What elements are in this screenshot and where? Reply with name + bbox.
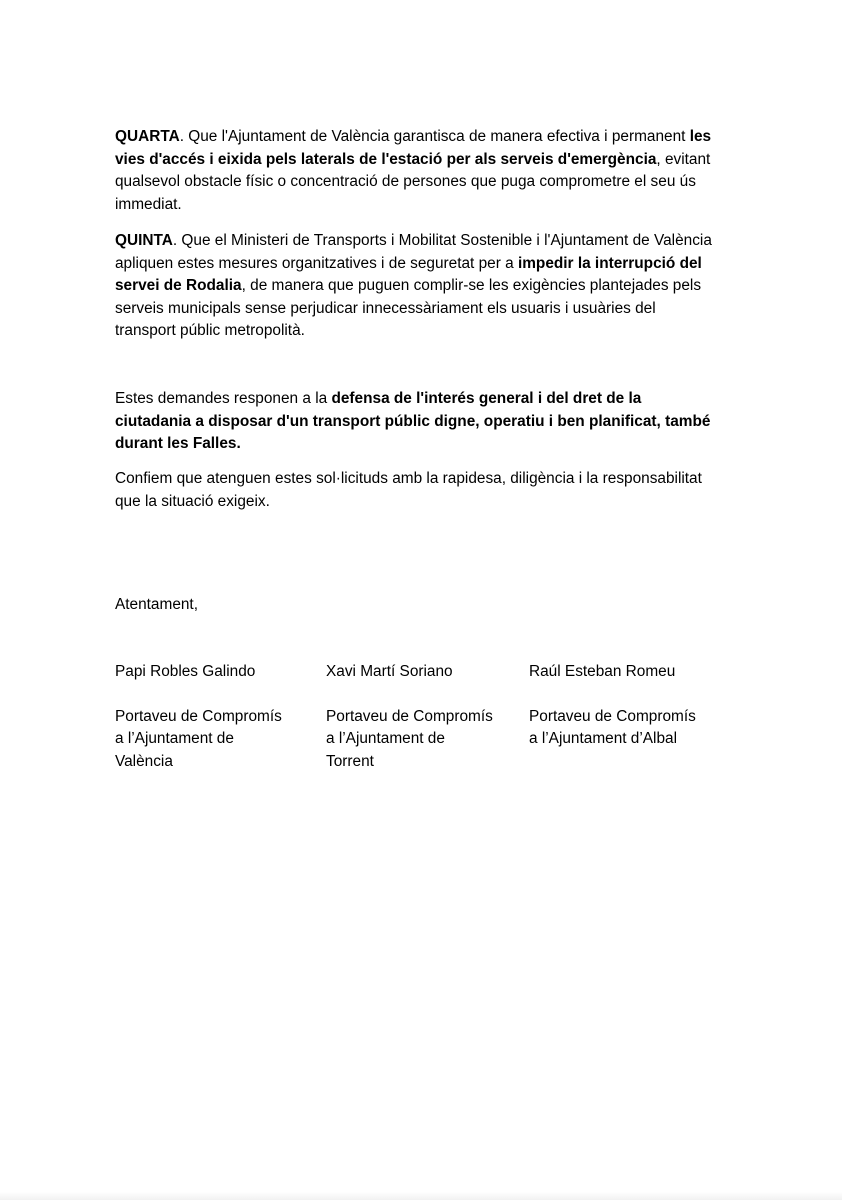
paragraph-label: QUARTA: [115, 128, 180, 145]
paragraph-label: QUINTA: [115, 232, 173, 249]
paragraph-confidence: [115, 468, 715, 513]
signatory-name: Raúl Esteban Romeu: [529, 663, 676, 680]
paragraph-text: , de manera que puguen complir-se les exigències plantejades pels serveis municipals sense perjudicar innecessàriament els usuaris i usuàries del transport públic metropolità.: [115, 277, 702, 339]
paragraph-text: Estes demandes responen a la: [115, 390, 332, 407]
page-bottom-edge: [0, 1192, 842, 1200]
signature-block: [115, 661, 315, 773]
signatory-name: Xavi Martí Soriano: [326, 663, 453, 680]
paragraph-text: . Que el Ministeri de Transports i Mobilitat Sostenible i l'Ajuntament de València apliquen estes mesures organitzatives i de seguretat per a: [115, 232, 712, 272]
paragraph-text: . Que l'Ajuntament de València garantisca de manera efectiva i permanent: [179, 128, 690, 145]
paragraph-text: Confiem que atenguen estes sol·licituds amb la rapidesa, diligència i la responsabilitat que la situació exigeix.: [115, 470, 702, 510]
signatory-name: Papi Robles Galindo: [115, 663, 256, 680]
paragraph-text: , evitant qualsevol obstacle físic o concentració de persones que puga comprometre el seu ús immediat.: [115, 150, 711, 213]
closing-salutation: Atentament,: [115, 596, 198, 613]
paragraph-emphasis: les vies d'accés i eixida pels laterals de l'estació per als serveis d'emergència: [115, 128, 712, 168]
paragraph-emphasis: defensa de l'interés general i del dret de la ciutadania a disposar d'un transport públic digne, operatiu i ben planificat, també durant les Falles.: [115, 390, 711, 452]
signature-block: [326, 661, 526, 773]
signatory-role: Portaveu de Compromís a l’Ajuntament de Torrent: [326, 707, 493, 770]
signatory-role: Portaveu de Compromís a l’Ajuntament d’Albal: [529, 707, 696, 747]
paragraph-demands: [115, 388, 715, 456]
signatory-role: Portaveu de Compromís a l’Ajuntament de València: [115, 707, 282, 770]
paragraph-emphasis: impedir la interrupció del servei de Rodalia: [115, 254, 702, 294]
paragraph-quarta: [115, 126, 715, 216]
paragraph-quinta: [115, 230, 715, 343]
signature-block: [529, 661, 729, 751]
